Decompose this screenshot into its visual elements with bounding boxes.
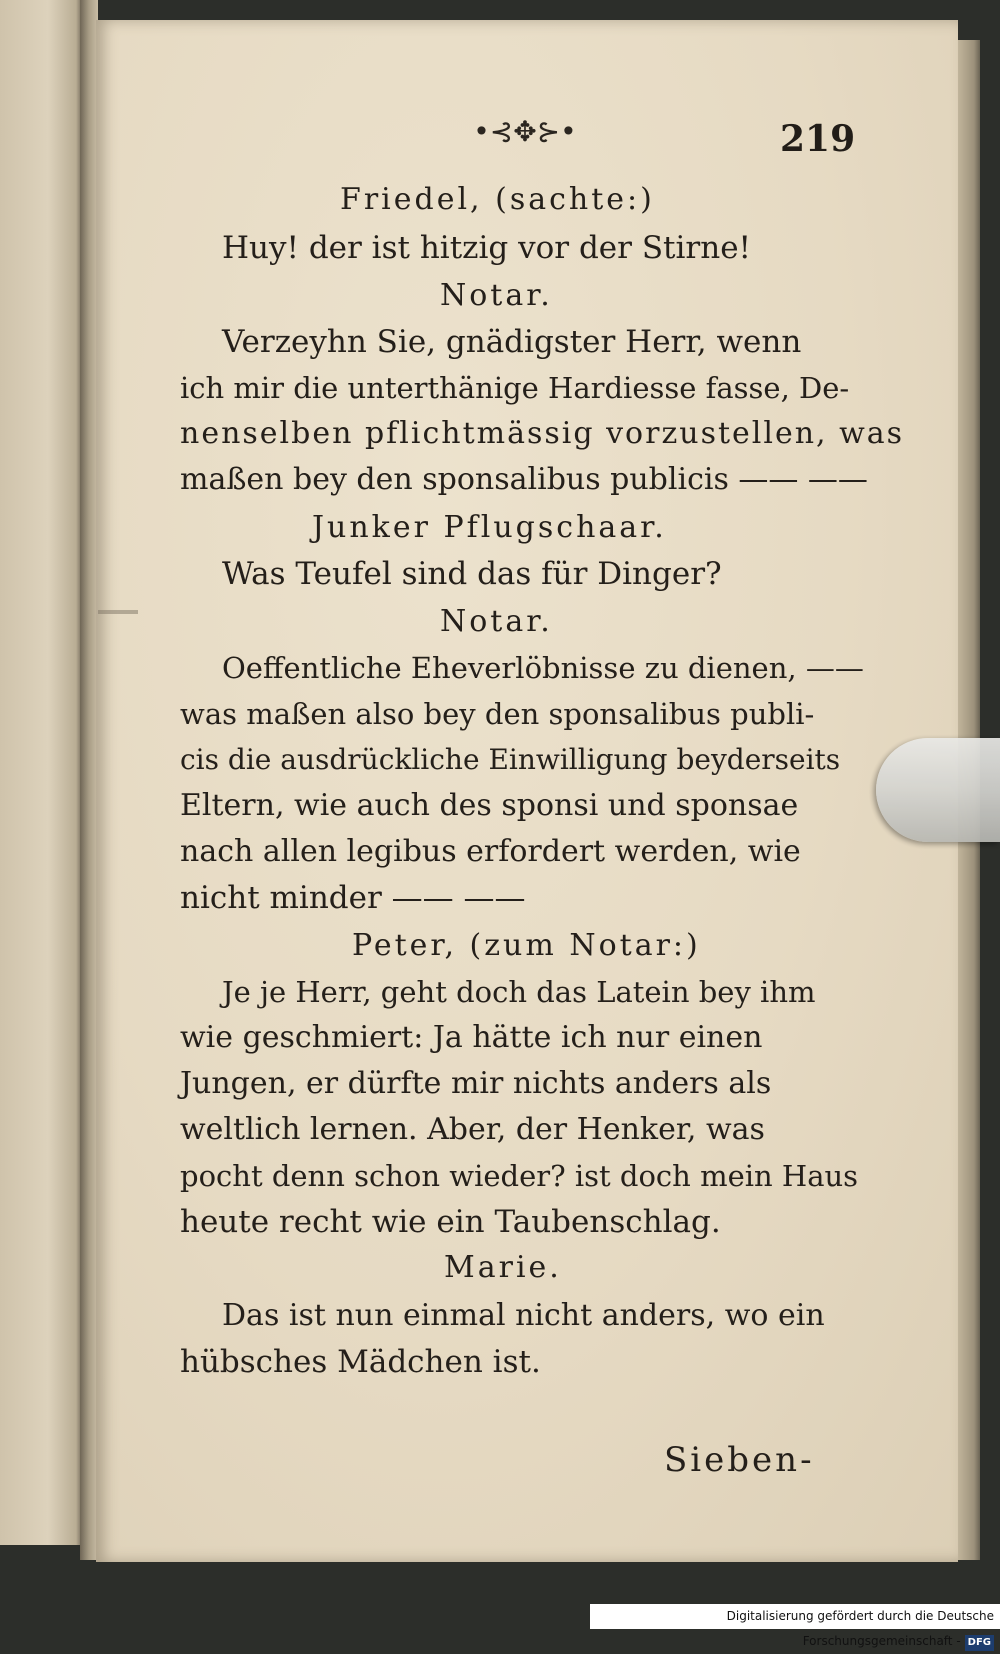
- page-mark: [98, 610, 138, 614]
- catchword: Sieben-: [664, 1440, 815, 1480]
- left-page-edge: [0, 0, 80, 1545]
- text-line: was maßen also bey den sponsalibus publi-: [180, 697, 815, 731]
- text-line: cis die ausdrückliche Einwilligung beyderseits: [180, 743, 841, 776]
- speaker-line: Notar.: [440, 278, 553, 313]
- header-ornament: •⊰✥⊱•: [473, 115, 577, 148]
- page-number: 219: [780, 118, 856, 160]
- text-line: Verzeyhn Sie, gnädigster Herr, wenn: [222, 324, 802, 360]
- speaker-line: Peter, (zum Notar:): [352, 928, 701, 963]
- text-line: Oeffentliche Eheverlöbnisse zu dienen, ——: [222, 651, 864, 685]
- footer-credit: [590, 1604, 1000, 1648]
- text-line: ich mir die unterthänige Hardiesse fasse, De-: [180, 371, 850, 405]
- text-line: pocht denn schon wieder? ist doch mein Haus: [180, 1159, 859, 1193]
- text-line: Eltern, wie auch des sponsi und sponsae: [180, 788, 799, 823]
- speaker-line: Friedel, (sachte:): [340, 182, 655, 217]
- bookmark-tab: [876, 738, 1000, 842]
- text-line: Je je Herr, geht doch das Latein bey ihm: [222, 975, 816, 1009]
- text-line: wie geschmiert: Ja hätte ich nur einen: [180, 1020, 763, 1055]
- speaker-line: Junker Pflugschaar.: [312, 510, 667, 545]
- text-line: heute recht wie ein Taubenschlag.: [180, 1204, 721, 1240]
- speaker-line: Marie.: [444, 1250, 562, 1285]
- speaker-line: Notar.: [440, 604, 553, 639]
- text-line: Das ist nun einmal nicht anders, wo ein: [222, 1298, 825, 1333]
- text-line: nach allen legibus erfordert werden, wie: [180, 834, 801, 869]
- text-line: maßen bey den sponsalibus publicis —— ——: [180, 462, 868, 497]
- text-line: hübsches Mädchen ist.: [180, 1344, 541, 1380]
- text-line: Jungen, er dürfte mir nichts anders als: [180, 1066, 772, 1101]
- footer-text: Digitalisierung gefördert durch die Deutsche Forschungsgemeinschaft -: [726, 1609, 994, 1648]
- text-line: Huy! der ist hitzig vor der Stirne!: [222, 230, 752, 266]
- dfg-logo: DFG: [965, 1635, 994, 1651]
- text-line: weltlich lernen. Aber, der Henker, was: [180, 1112, 765, 1147]
- text-line: nicht minder —— ——: [180, 880, 526, 916]
- text-line: nenselben pflichtmässig vorzustellen, was: [180, 416, 905, 451]
- text-line: Was Teufel sind das für Dinger?: [222, 556, 722, 592]
